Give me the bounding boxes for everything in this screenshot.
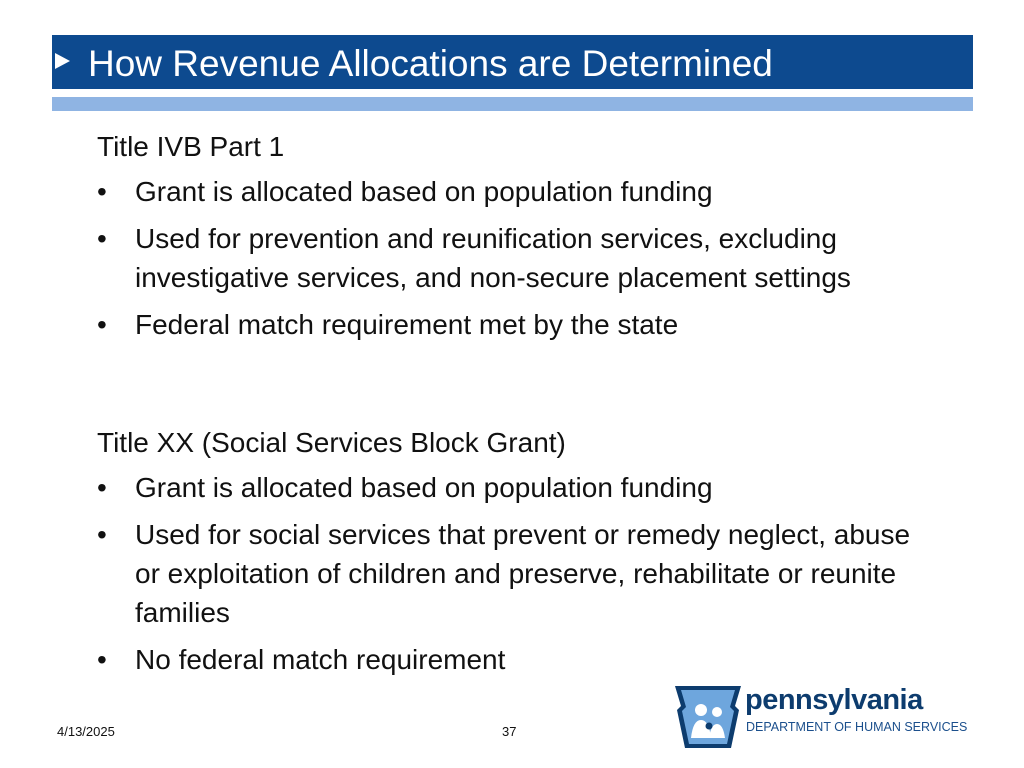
bullet-list — [97, 172, 917, 344]
logo-department: DEPARTMENT OF HUMAN SERVICES — [746, 720, 968, 734]
logo-wordmark: pennsylvania — [745, 684, 923, 716]
slide-title: How Revenue Allocations are Determined — [88, 43, 773, 84]
bullet-item — [97, 172, 917, 211]
bullet-icon: • — [97, 176, 107, 207]
bullet-text: Used for prevention and reunification services, excluding investigative services, and non-secure placement settings — [135, 223, 851, 293]
bullet-list — [97, 468, 917, 679]
bullet-item — [97, 219, 917, 297]
bullet-icon: • — [97, 644, 107, 675]
title-underline — [52, 97, 973, 111]
bullet-item — [97, 305, 917, 344]
footer-date: 4/13/2025 — [57, 724, 115, 739]
section-title-ivb — [97, 128, 917, 352]
section-title-xx — [97, 424, 917, 687]
bullet-icon: • — [97, 519, 107, 550]
bullet-text: No federal match requirement — [135, 644, 506, 675]
page-number: 37 — [502, 724, 517, 739]
bullet-item — [97, 468, 917, 507]
bullet-text: Grant is allocated based on population funding — [135, 176, 713, 207]
bullet-text: Grant is allocated based on population funding — [135, 472, 713, 503]
bullet-icon: • — [97, 472, 107, 503]
bullet-item — [97, 515, 917, 632]
bullet-text: Used for social services that prevent or remedy neglect, abuse or exploitation of children and preserve, rehabilitate or reunite families — [135, 519, 911, 628]
bullet-icon: • — [97, 223, 107, 254]
section-heading: Title IVB Part 1 — [97, 131, 285, 162]
bullet-item — [97, 640, 917, 679]
section-heading: Title XX (Social Services Block Grant) — [97, 427, 566, 458]
title-arrow-icon — [55, 53, 70, 69]
bullet-icon: • — [97, 309, 107, 340]
bullet-text: Federal match requirement met by the state — [135, 309, 679, 340]
